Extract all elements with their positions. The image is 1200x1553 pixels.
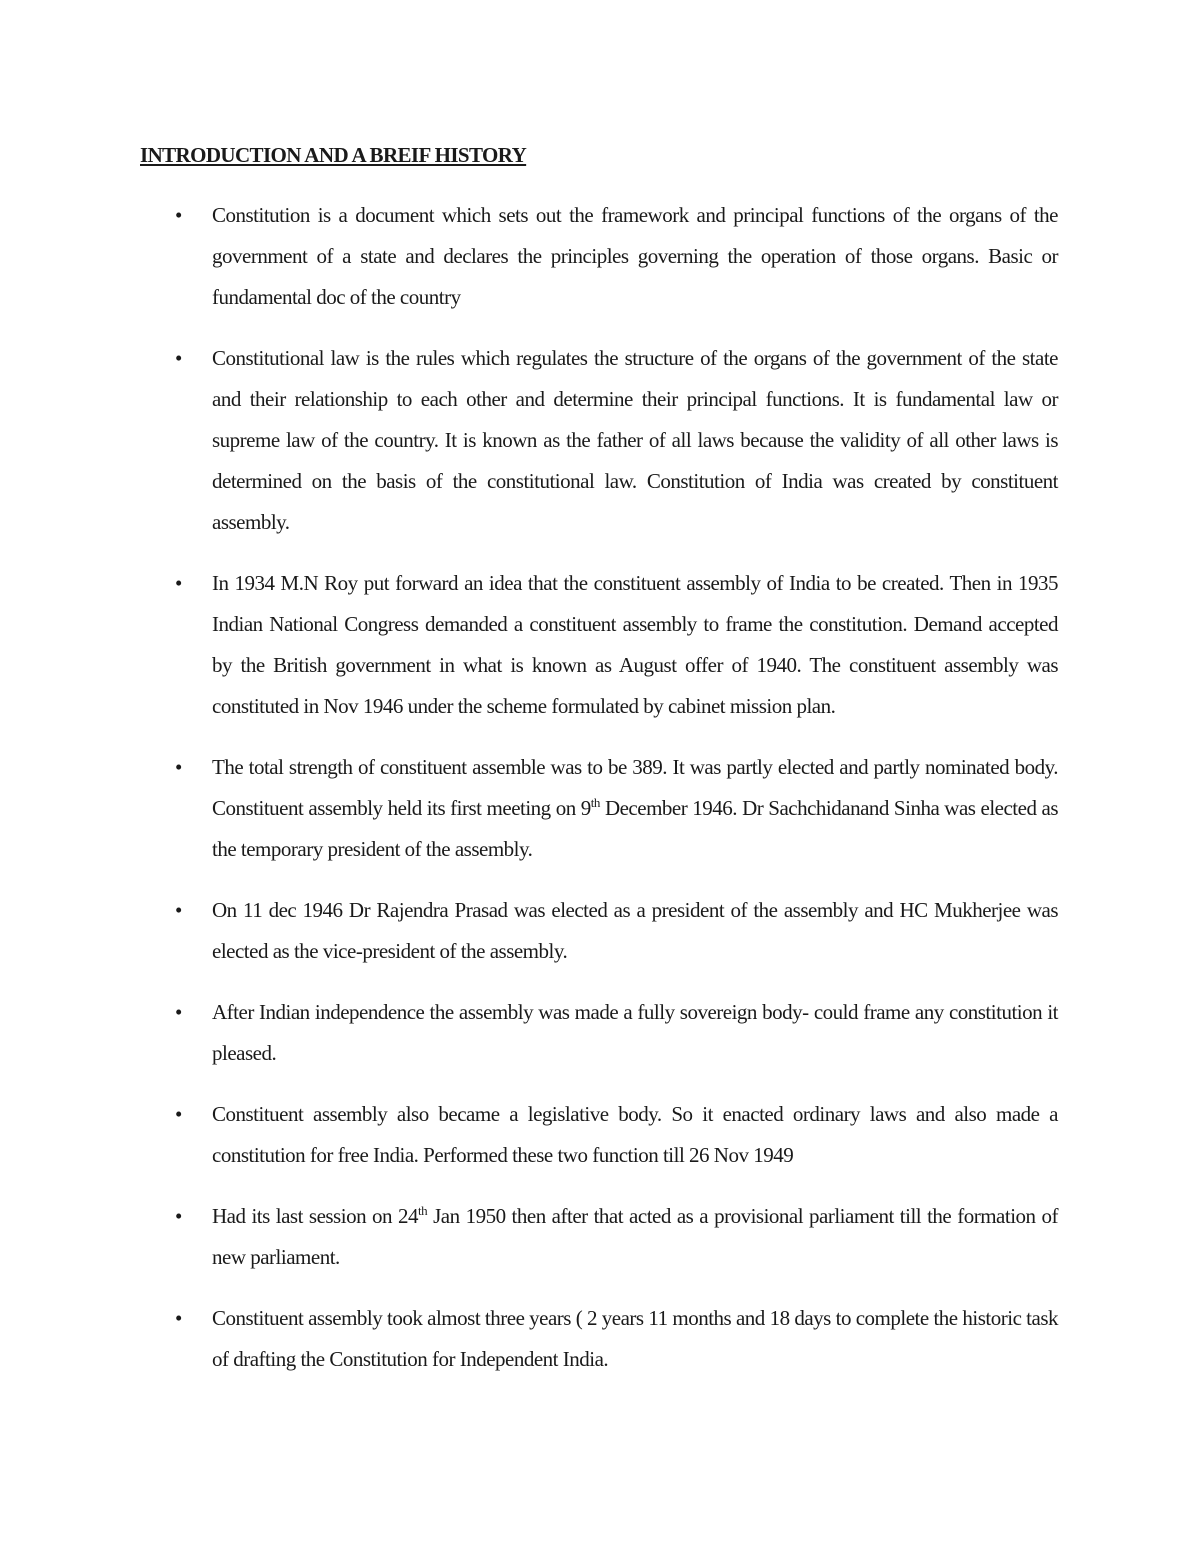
bullet-icon: • — [175, 1000, 183, 1024]
document-title: INTRODUCTION AND A BREIF HISTORY — [140, 143, 527, 167]
bullet-text — [212, 747, 1058, 870]
list-item — [0, 1094, 1200, 1176]
list-item — [0, 195, 1200, 318]
bullet-text: Constitution is a document which sets out the framework and principal functions of the organs of the government of a state and declares the principles governing the operation of those organs. Basic or fundamental doc of the country — [212, 203, 1058, 309]
bullet-icon: • — [175, 1306, 183, 1330]
ordinal-suffix: th — [418, 1203, 428, 1218]
bullet-text: In 1934 M.N Roy put forward an idea that the constituent assembly of India to be created. Then in 1935 Indian National Congress demanded a constituent assembly to frame the constitution. Demand accepted by the British government in what is known as August offer of 1940. The constituent assembly was constituted in Nov 1946 under the scheme formulated by cabinet mission plan. — [212, 571, 1058, 718]
bullet-icon: • — [175, 203, 183, 227]
bullet-text: After Indian independence the assembly was made a fully sovereign body- could frame any constitution it pleased. — [212, 1000, 1058, 1065]
list-item — [0, 890, 1200, 972]
list-item — [0, 1298, 1200, 1380]
bullet-list — [0, 195, 1200, 1400]
list-item — [0, 1196, 1200, 1278]
list-item — [0, 992, 1200, 1074]
bullet-text-part: Had its last session on 24 — [212, 1204, 419, 1228]
bullet-text: Constitutional law is the rules which regulates the structure of the organs of the government of the state and their relationship to each other and determine their principal functions. It is fundamental law or supreme law of the country. It is known as the father of all laws because the validity of all other laws is determined on the basis of the constitutional law. Constitution of India was created by constituent assembly. — [212, 346, 1058, 534]
bullet-icon: • — [175, 898, 183, 922]
bullet-icon: • — [175, 1102, 183, 1126]
bullet-icon: • — [175, 755, 183, 779]
bullet-text-part: December 1946. Dr Sachchidanand Sinha was elected as the temporary president of the assembly. — [212, 796, 1058, 861]
bullet-text: Constituent assembly took almost three years ( 2 years 11 months and 18 days to complete the historic task of drafting the Constitution for Independent India. — [212, 1306, 1058, 1371]
bullet-text-part: The total strength of constituent assemble was to be 389. It was partly elected and partly nominated body. Constituent assembly held its first meeting on 9 — [212, 755, 1058, 820]
bullet-icon: • — [175, 1204, 183, 1228]
bullet-text: Constituent assembly also became a legislative body. So it enacted ordinary laws and also made a constitution for free India. Performed these two function till 26 Nov 1949 — [212, 1102, 1058, 1167]
ordinal-suffix: th — [590, 795, 600, 810]
bullet-text — [212, 1196, 1058, 1278]
list-item — [0, 563, 1200, 727]
bullet-text: On 11 dec 1946 Dr Rajendra Prasad was elected as a president of the assembly and HC Mukherjee was elected as the vice-president of the assembly. — [212, 898, 1058, 963]
bullet-icon: • — [175, 346, 183, 370]
list-item — [0, 747, 1200, 870]
list-item — [0, 338, 1200, 543]
bullet-text-part: Jan 1950 then after that acted as a provisional parliament till the formation of new parliament. — [212, 1204, 1058, 1269]
bullet-icon: • — [175, 571, 183, 595]
